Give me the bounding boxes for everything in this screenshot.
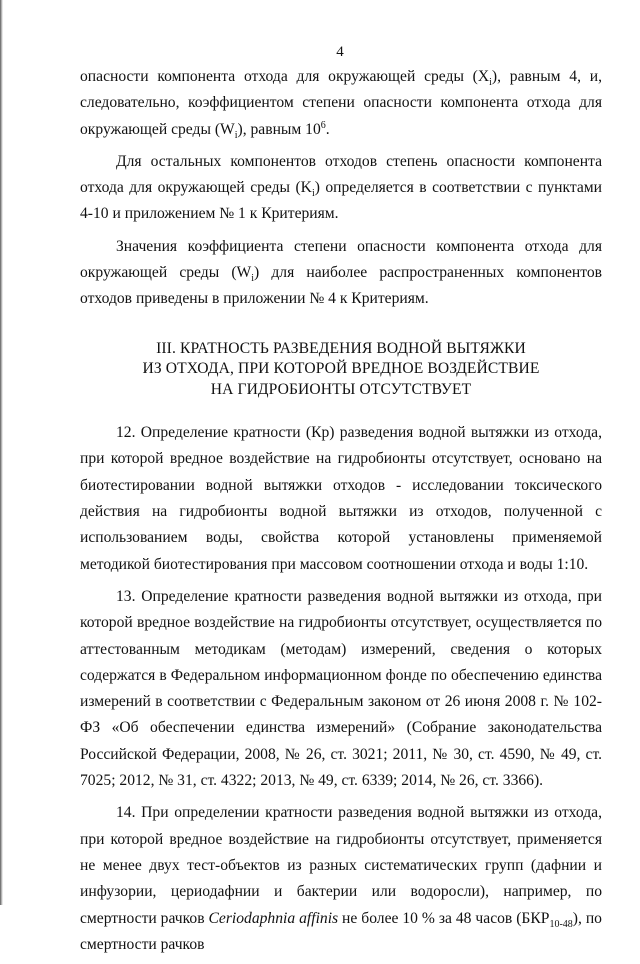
p3-sub-a: i [251,273,255,285]
paragraph-13: 13. Определение кратности разведения водной вытяжки из отхода, при которой вредное воздействие на гидробионты отсутствует, осуществляется по аттестованным методикам (методам) измерений, сведения о которых содержатся в Федеральном информационном фонде по обеспечению единства измерений в соответствии с Федеральным законом от 26 июня 2008 г. № 102-ФЗ «Об обеспечении единства измерений» (Собрание законодательства Российской Федерации, 2008, № 26, ст. 3021; 2011, № 30, ст. 4590, № 49, ст. 7025; 2012, № 31, ст. 4322; 2013, № 49, ст. 6339; 2014, № 26, ст. 3366). [80,587,602,790]
paragraph-other-components [80,149,602,228]
p2-sub-a: i [311,188,315,200]
p14-text-c: ), по смертности рачков [80,909,602,953]
p1-sup-c: 6 [320,119,326,131]
p1-sub-a: i [489,77,492,89]
p1-text-a: опасности компонента отхода для окружающей среды (X [80,68,490,85]
heading-line-2: ИЗ ОТХОДА, ПРИ КОТОРОЙ ВРЕДНОЕ ВОЗДЕЙСТВИЕ [142,360,540,378]
paragraph-continuation [80,64,602,143]
p14-species: Ceriodaphnia affinis [208,909,339,927]
p1-text-d: . [325,120,330,138]
p1-text-c: ), равным 10 [237,120,321,138]
paragraph-coefficient-values [80,234,602,313]
paragraph-12: 12. Определение кратности (Кр) разведения водной вытяжки из отхода, при которой вредное воздействие на гидробионты отсутствует, основано на биотестировании водной вытяжки отходов - исследовании токсического действия на гидробионты водной вытяжки из отходов, полученной с использованием воды, свойства которой установлены применяемой методикой биотестирования при массовом соотношении отхода и воды 1:10. [80,424,602,573]
section-heading [80,339,602,401]
p2-text-a: Для остальных компонентов отходов степень опасности компонента отхода для окружающей среды (K [80,152,602,197]
document-body [80,64,602,964]
paragraph-14 [80,800,602,958]
p14-text-b: не более 10 % за 48 часов (БКР [338,909,550,927]
page-number: 4 [336,44,344,60]
scan-edge [0,0,3,905]
p3-text-a: Значения коэффициента степени опасности компонента отхода для окружающей среды (W [80,237,602,282]
p1-text-b: ), равным 4, и, следовательно, коэффициентом степени опасности компонента отхода для окружающей среды (W [80,68,602,138]
p14-sub-b: 10-48 [549,918,573,930]
p3-text-b: ) для наиболее распространенных компонентов отходов приведены в приложении № 4 к Критериям. [80,264,603,308]
heading-line-3: НА ГИДРОБИОНТЫ ОТСУТСТВУЕТ [210,380,472,398]
p2-text-b: ) определяется в соответствии с пунктами 4-10 и приложением № 1 к Критериям. [80,179,602,223]
p1-sub-b: i [234,129,238,141]
heading-line-1: III. КРАТНОСТЬ РАЗВЕДЕНИЯ ВОДНОЙ ВЫТЯЖКИ [156,339,526,357]
p14-text-a: 14. При определении кратности разведения водной вытяжки из отхода, при которой вредное воздействие на гидробионты отсутствует, применяется не менее двух тест-объектов из разных систематических групп (дафнии и инфузории, цериодафнии и бактерии или водоросли), например, по смертности рачков [80,804,602,927]
